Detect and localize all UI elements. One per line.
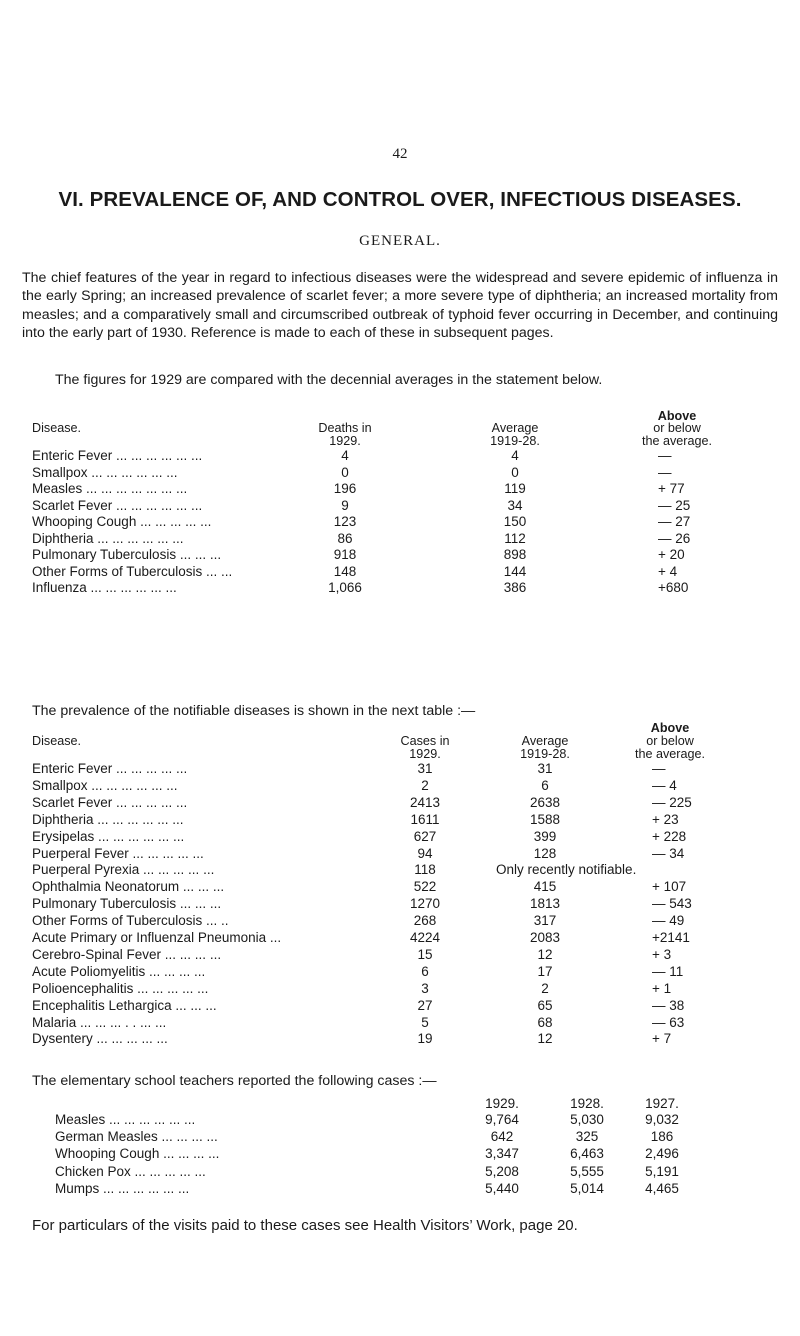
cases-row-disease: Malaria ... ... ... . . ... ...	[32, 1014, 167, 1030]
cases-row-value-average: 399	[533, 828, 557, 844]
cases-row-disease: Puerperal Fever ... ... ... ... ...	[32, 845, 204, 861]
cases-table-intro: The prevalence of the notifiable diseases is shown in the next table :—	[32, 703, 476, 719]
deaths-row-value-average: 386	[503, 580, 527, 595]
deaths-row-disease: Enteric Fever ... ... ... ... ... ...	[32, 448, 203, 463]
cases-row-value-1929: 522	[413, 879, 437, 895]
cases-row-value-1929: 2413	[409, 794, 441, 810]
school-header-year: 1929.	[485, 1096, 519, 1111]
cases-row-difference: — 49	[652, 913, 685, 929]
cases-row-difference: + 1	[652, 980, 672, 996]
deaths-header-col1: Deaths in	[318, 421, 372, 435]
cases-row-difference: +2141	[652, 930, 690, 945]
deaths-row-disease: Influenza ... ... ... ... ... ...	[32, 580, 177, 595]
cases-row-difference: — 543	[652, 896, 692, 912]
school-row-value: 4,465	[645, 1180, 679, 1196]
cases-row-difference: — 225	[652, 794, 692, 810]
deaths-row-difference: + 77	[658, 481, 685, 496]
deaths-row-value-average: 144	[503, 563, 527, 579]
cases-row-value-1929: 1611	[410, 811, 440, 827]
cases-row-value-average: 2083	[529, 930, 561, 945]
cases-header-col3-or-below: or below	[646, 734, 694, 748]
cases-row-difference: + 107	[652, 879, 687, 895]
cases-header-col2-range: 1919-28.	[520, 747, 570, 761]
school-row-value: 5,440	[485, 1180, 519, 1196]
deaths-header-col2: Average	[491, 421, 539, 435]
cases-header-col3-above: Above	[650, 721, 690, 735]
deaths-row-disease: Diphtheria ... ... ... ... ... ...	[32, 530, 184, 546]
cases-row-value-1929: 31	[417, 761, 433, 776]
deaths-header-disease: Disease.	[32, 421, 81, 435]
school-header-year: 1928.	[570, 1096, 604, 1111]
intro-paragraph: The chief features of the year in regard to infectious diseases were the widespread and severe epidemic of influenza in the early Spring; an increased prevalence of scarlet fever; a more severe type of diphtheria; an increased mortality from measles; and a comparatively small and circumscribed outbreak of typhoid fever occurring in December, and continuing into the early part of 1930. Reference is made to each of these in subsequent pages.	[22, 270, 778, 342]
cases-row-value-average: 317	[533, 913, 557, 929]
deaths-row-difference: — 27	[658, 514, 691, 529]
cases-row-difference: —	[652, 761, 666, 776]
cases-row-disease: Cerebro-Spinal Fever ... ... ... ...	[32, 946, 222, 962]
deaths-row-value-1929: 0	[341, 464, 349, 480]
deaths-row-disease: Measles ... ... ... ... ... ... ...	[32, 481, 188, 496]
footer-note: For particulars of the visits paid to these cases see Health Visitors’ Work, page 20.	[32, 1217, 578, 1234]
deaths-row-value-average: 0	[511, 464, 519, 480]
deaths-row-difference: — 26	[658, 530, 691, 546]
deaths-row-difference: + 4	[658, 563, 678, 579]
deaths-row-value-1929: 196	[333, 481, 357, 496]
deaths-header-col3-or-below: or below	[653, 421, 701, 435]
cases-row-disease: Puerperal Pyrexia ... ... ... ... ...	[32, 862, 215, 878]
cases-row-value-1929: 15	[417, 946, 433, 962]
deaths-row-disease: Other Forms of Tuberculosis ... ...	[32, 563, 233, 579]
cases-row-value-average: 128	[533, 845, 557, 861]
cases-row-difference: + 7	[652, 1031, 672, 1047]
cases-row-disease: Pulmonary Tuberculosis ... ... ...	[32, 896, 222, 912]
cases-row-value-average: 17	[537, 963, 553, 979]
school-row-value: 9,764	[485, 1112, 519, 1127]
cases-row-disease: Encephalitis Lethargica ... ... ...	[32, 997, 217, 1013]
school-row-value: 6,463	[570, 1146, 604, 1162]
school-row-value: 3,347	[485, 1146, 519, 1162]
deaths-table-intro: The figures for 1929 are compared with the decennial averages in the statement below.	[55, 372, 603, 388]
cases-row-value-average: 68	[537, 1014, 553, 1030]
cases-row-value-average: 2638	[529, 794, 561, 810]
cases-row-disease: Ophthalmia Neonatorum ... ... ...	[32, 879, 225, 895]
cases-row-value-average: 415	[533, 879, 557, 895]
cases-row-difference: — 38	[652, 997, 685, 1013]
school-row-value: 5,191	[645, 1163, 679, 1179]
deaths-row-difference: —	[658, 448, 672, 463]
school-row-value: 325	[575, 1129, 599, 1145]
cases-header-disease: Disease.	[32, 734, 81, 748]
cases-header-col1: Cases in	[400, 734, 450, 748]
cases-header-col2: Average	[521, 734, 569, 748]
cases-header-col3-average: the average.	[634, 747, 706, 761]
cases-row-value-1929: 627	[413, 828, 437, 844]
cases-row-value-1929: 4224	[409, 930, 441, 945]
deaths-row-disease: Whooping Cough ... ... ... ... ...	[32, 514, 212, 529]
deaths-row-value-average: 150	[503, 514, 527, 529]
cases-row-value-1929: 19	[417, 1031, 433, 1047]
deaths-header-col1-year: 1929.	[329, 434, 361, 448]
school-row-disease: Whooping Cough ... ... ... ...	[55, 1146, 220, 1162]
cases-row-value-average: 12	[537, 1031, 553, 1047]
school-row-value: 5,555	[570, 1163, 604, 1179]
school-table-intro: The elementary school teachers reported the following cases :—	[32, 1073, 437, 1089]
cases-row-difference: + 23	[652, 811, 679, 827]
cases-row-difference: + 228	[652, 828, 687, 844]
cases-row-disease: Polioencephalitis ... ... ... ... ...	[32, 980, 209, 996]
school-header-year: 1927.	[645, 1096, 679, 1111]
cases-row-disease: Diphtheria ... ... ... ... ... ...	[32, 811, 184, 827]
deaths-row-disease: Pulmonary Tuberculosis ... ... ...	[32, 547, 222, 562]
cases-row-value-1929: 3	[421, 980, 429, 996]
deaths-row-value-1929: 123	[333, 514, 357, 529]
cases-row-value-1929: 118	[414, 862, 436, 878]
cases-row-value-1929: 1270	[409, 896, 441, 912]
school-row-value: 9,032	[645, 1112, 679, 1127]
school-row-value: 186	[650, 1129, 674, 1145]
school-row-value: 5,030	[570, 1112, 604, 1127]
cases-row-value-1929: 268	[413, 913, 437, 929]
cases-row-value-1929: 2	[421, 777, 429, 793]
deaths-row-value-1929: 4	[341, 448, 349, 463]
deaths-row-difference: —	[658, 464, 672, 480]
school-row-value: 5,208	[485, 1163, 519, 1179]
school-row-disease: Mumps ... ... ... ... ... ...	[55, 1180, 190, 1196]
deaths-row-difference: +680	[658, 580, 689, 595]
school-row-value: 5,014	[570, 1180, 604, 1196]
cases-row-value-average: 31	[537, 761, 553, 776]
cases-row-difference: — 34	[652, 845, 685, 861]
cases-row-value-1929: 27	[417, 997, 433, 1013]
cases-row-disease: Erysipelas ... ... ... ... ... ...	[32, 828, 185, 844]
deaths-row-value-average: 4	[511, 448, 519, 463]
cases-row-difference: — 4	[652, 777, 677, 793]
deaths-row-value-1929: 9	[341, 497, 349, 513]
deaths-row-value-average: 898	[503, 547, 527, 562]
deaths-row-value-1929: 1,066	[328, 580, 362, 595]
section-title: VI. PREVALENCE OF, AND CONTROL OVER, INFECTIOUS DISEASES.	[58, 188, 742, 211]
deaths-header-col2-range: 1919-28.	[490, 434, 540, 448]
cases-header-col1-year: 1929.	[409, 747, 441, 761]
cases-row-value-1929: 94	[417, 845, 433, 861]
school-row-disease: Chicken Pox ... ... ... ... ...	[55, 1163, 206, 1179]
school-row-disease: German Measles ... ... ... ...	[55, 1129, 218, 1145]
cases-row-value-average: 1813	[529, 896, 561, 912]
cases-row-value-average: 6	[541, 777, 549, 793]
cases-row-value-1929: 5	[421, 1014, 429, 1030]
cases-row-disease: Other Forms of Tuberculosis ... ..	[32, 913, 229, 929]
cases-row-note: Only recently notifiable.	[496, 862, 637, 878]
cases-row-difference: — 63	[652, 1014, 685, 1030]
cases-row-value-average: 12	[537, 946, 553, 962]
school-row-disease: Measles ... ... ... ... ... ...	[55, 1112, 196, 1127]
cases-row-disease: Acute Primary or Influenzal Pneumonia ...	[32, 930, 282, 945]
school-row-value: 642	[490, 1129, 514, 1145]
cases-row-disease: Dysentery ... ... ... ... ...	[32, 1031, 168, 1047]
cases-row-disease: Acute Poliomyelitis ... ... ... ...	[32, 963, 206, 979]
deaths-row-value-average: 112	[504, 530, 526, 546]
cases-row-disease: Enteric Fever ... ... ... ... ...	[32, 761, 188, 776]
school-row-value: 2,496	[645, 1146, 679, 1162]
deaths-row-value-average: 34	[507, 497, 523, 513]
cases-row-difference: + 3	[652, 946, 672, 962]
cases-row-disease: Smallpox ... ... ... ... ... ...	[32, 777, 178, 793]
deaths-row-difference: + 20	[658, 547, 685, 562]
section-subtitle: GENERAL.	[359, 233, 441, 249]
page-number: 42	[392, 146, 408, 162]
cases-row-value-average: 65	[537, 997, 553, 1013]
deaths-header-col3-average: the average.	[641, 434, 713, 448]
cases-row-disease: Scarlet Fever ... ... ... ... ...	[32, 794, 188, 810]
cases-row-value-average: 2	[541, 980, 549, 996]
deaths-row-disease: Smallpox ... ... ... ... ... ...	[32, 464, 178, 480]
deaths-header-col3-above: Above	[657, 409, 697, 423]
deaths-row-value-1929: 86	[337, 530, 353, 546]
cases-row-value-average: 1588	[529, 811, 561, 827]
cases-row-value-1929: 6	[421, 963, 429, 979]
deaths-row-value-1929: 918	[333, 547, 357, 562]
deaths-row-disease: Scarlet Fever ... ... ... ... ... ...	[32, 497, 203, 513]
cases-row-difference: — 11	[652, 963, 684, 979]
deaths-row-value-1929: 148	[333, 563, 357, 579]
deaths-row-value-average: 119	[504, 481, 526, 496]
deaths-row-difference: — 25	[658, 497, 691, 513]
